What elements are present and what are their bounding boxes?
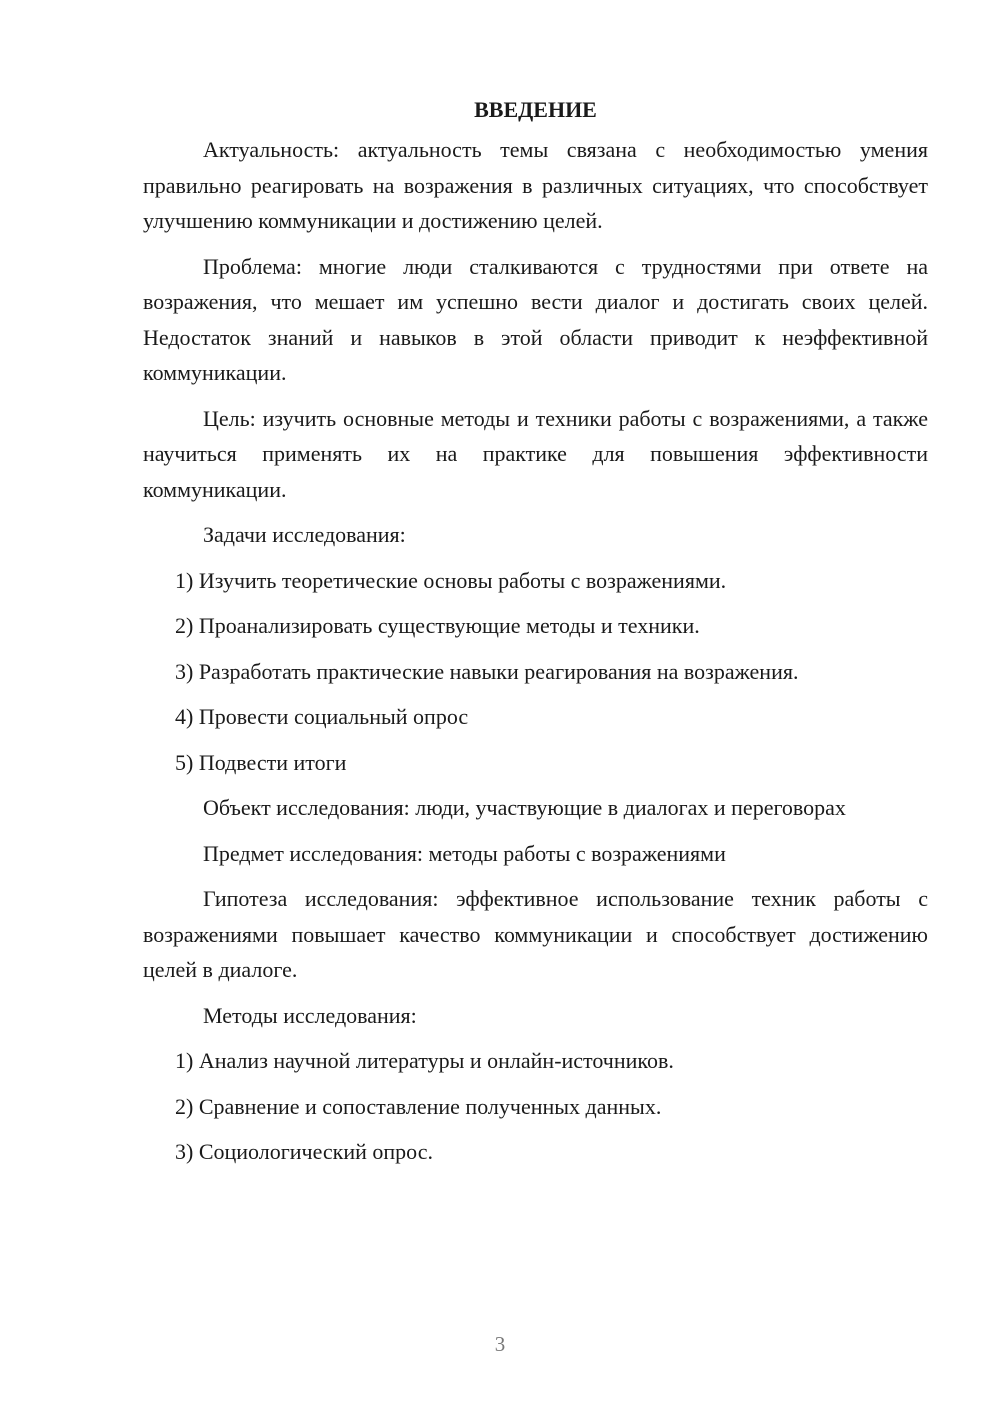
methods-list xyxy=(143,1043,928,1170)
list-item: 4) Провести социальный опрос xyxy=(175,704,469,729)
list-item: 3) Социологический опрос. xyxy=(175,1139,433,1164)
list-item: 2) Проанализировать существующие методы и техники. xyxy=(175,613,700,638)
goal-paragraph: Цель: изучить основные методы и техники работы с возражениями, а также научиться применять их на практике для повышения эффективности коммуникации. xyxy=(143,405,928,502)
list-item: 2) Сравнение и сопоставление полученных данных. xyxy=(175,1093,662,1119)
relevance-paragraph: Актуальность: актуальность темы связана с необходимостью умения правильно реагировать на возражения в различных ситуациях, что способствует улучшению коммуникации и достижению целей. xyxy=(143,137,928,233)
subject-paragraph: Предмет исследования: методы работы с возражениями xyxy=(203,840,726,866)
page-number: 3 xyxy=(494,1332,506,1356)
object-paragraph: Объект исследования: люди, участвующие в диалогах и переговорах xyxy=(203,795,846,820)
methods-heading: Методы исследования: xyxy=(203,1002,417,1028)
section-title: ВВЕДЕНИЕ xyxy=(474,97,597,122)
document-page xyxy=(143,92,928,1180)
list-item: 3) Разработать практические навыки реагирования на возражения. xyxy=(175,658,799,684)
hypothesis-paragraph: Гипотеза исследования: эффективное использование техник работы с возражениями повышает качество коммуникации и способствует достижению целей в диалоге. xyxy=(143,886,928,982)
tasks-heading: Задачи исследования: xyxy=(203,522,406,547)
list-item: 1) Анализ научной литературы и онлайн-источников. xyxy=(175,1048,674,1073)
list-item: 5) Подвести итоги xyxy=(175,749,347,775)
list-item: 1) Изучить теоретические основы работы с возражениями. xyxy=(175,567,727,593)
tasks-list xyxy=(143,563,928,781)
problem-paragraph: Проблема: многие люди сталкиваются с трудностями при ответе на возражения, что мешает им успешно вести диалог и достигать своих целей. Недостаток знаний и навыков в этой области приводит к неэффективной коммуникации. xyxy=(143,253,928,385)
